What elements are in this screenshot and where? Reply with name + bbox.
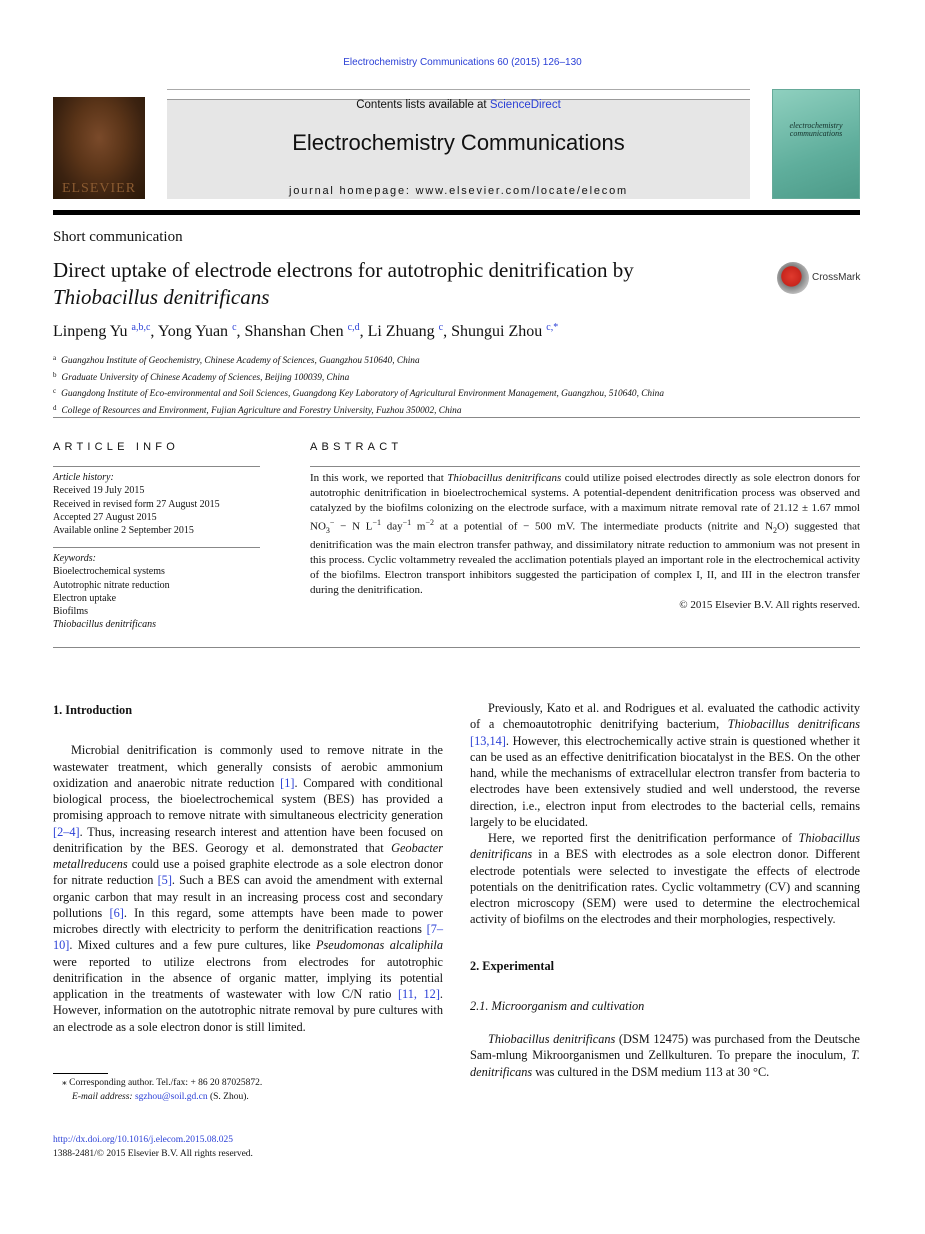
divider [53,466,260,467]
history-item: Accepted 27 August 2015 [53,511,157,523]
affiliation [53,385,664,402]
keyword: Biofilms [53,606,89,618]
abstract-heading: ABSTRACT [310,441,403,453]
section-heading [53,702,443,718]
italic-text: T. denitrificans [470,1048,860,1079]
article-info-heading: ARTICLE INFO [53,441,179,453]
separator: , [236,323,245,340]
affiliation-key: b [53,370,57,379]
paragraph [470,1031,860,1080]
text: . However, information on the autotrophic nitrate removal by pure cultures with an electrode as a sole electron donor is still limited. [53,987,443,1034]
separator: , [359,323,368,340]
article-type: Short communication [53,229,183,245]
italic-text: Thiobacillus denitrificans [447,472,562,484]
text: . In this regard, some attempts have been made to power microbes directly with electricity to perform the denitrification reactions [53,905,443,936]
superscript: −1 [372,517,381,527]
italic-text: Thiobacillus denitrificans [470,831,860,862]
doi-link[interactable]: http://dx.doi.org/10.1016/j.elecom.2015.08.025 [53,1135,234,1145]
author-name[interactable]: Shungui Zhou [451,323,547,340]
superscript: − [329,517,335,527]
text: O) suggested that denitrification was the main electron transfer pathway, and dissimilatory nitrate reduction to ammonium was not present in this process. Cyclic voltammetry revealed the acclimation potentials played an important role in the electrochemical activity of the biofilms. Electron transport inhibitors suggested the participation of complex I, II, and III in the electron transfer during the denitrification. [310,520,861,597]
elsevier-logo: ELSEVIER [53,97,145,199]
journal-reference-link[interactable]: Electrochemistry Communications 60 (2015) 126–130 [343,57,582,68]
author-affiliation-marker[interactable]: c [232,322,237,333]
superscript: −2 [425,517,434,527]
divider [53,647,860,648]
keyword: Bioelectrochemical systems [53,566,165,578]
text: Microbial denitrification is commonly used to remove nitrate in the wastewater treatment, which generally consists of aerobic ammonium oxidization and anaerobic nitrate reduction [53,743,443,790]
text: . Mixed cultures and a few pure cultures, like [69,938,316,953]
author-name[interactable]: Li Zhuang [367,323,439,340]
author-name[interactable]: Yong Yuan [157,323,233,340]
section-heading [470,958,860,974]
citation-link[interactable]: [6] [109,905,124,920]
article-title: Direct uptake of electrode electrons for autotrophic denitrification by Thiobacillus denitrificans [53,258,634,309]
subscript: 3 [325,525,330,535]
citation-link[interactable]: [11, 12] [397,987,440,1001]
journal-title: Electrochemistry Communications [292,130,625,155]
italic-text: Thiobacillus denitrificans [727,717,860,732]
text: (DSM 12475) was purchased from the Deutsche Sam-mlung Mikroorganismen und Zellkulturen. To prepare the inoculum, [470,1032,860,1063]
text: at a potential of − 500 mV. The intermediate products (nitrite and N [433,520,774,533]
affiliation-key: d [53,403,57,412]
sciencedirect-link[interactable]: ScienceDirect [489,99,561,111]
text: could use a poised graphite electrode as a sole electron donor for nitrate reduction [53,857,443,888]
citation-link[interactable]: [7–10] [53,922,443,953]
superscript: −1 [402,517,412,527]
text: were reported to utilize electrons from electrodes for autotrophic denitrification in the absence of organic matter, implying its potential application in the treatments of wastewater with low C/N ratio [53,954,443,1001]
affiliation-key: a [53,354,57,362]
author-affiliation-marker[interactable]: a,b,c [131,322,151,333]
footnote: ⁎ Corresponding author. Tel./fax: + 86 20 87025872. E-mail address: sgzhou@soil.gd.cn (S. Zhou). [62,1078,263,1102]
subsection-heading [470,998,860,1014]
text: . Thus, increasing research interest and attention have been focused on denitrification by the BES. Georogy et al. demonstrated that [53,824,443,855]
crossmark-icon [777,262,809,294]
author-affiliation-marker[interactable]: c [438,322,444,333]
text: In this work, we reported that [310,472,448,484]
affiliation [53,369,664,386]
history-item: Received 19 July 2015 [53,485,145,497]
email-link[interactable]: sgzhou@soil.gd.cn [134,1092,208,1102]
text: . Such a BES can avoid the amendment with external organic carbon that may result in an increasing process cost and secondary pollutions [53,873,443,920]
header-thick-rule [53,210,860,215]
text: day [381,520,403,533]
text: Previously, Kato et al. and Rodrigues et al. evaluated the cathodic activity of a chemoautotrophic denitrifying bacterium, [470,701,860,732]
affiliation [53,402,664,419]
right-column [470,700,860,1080]
separator: , [443,323,452,340]
header-divider [167,89,750,90]
text: could utilize poised electrodes directly as sole electron donors for autotrophic denitrification in bioelectrochemical systems. A potential-dependent denitrification process was observed and catalyzed by the biofilms colonizing on the electrode surface, with a maximum nitrate removal rate of 21.12 ± 1.67 mmol NO [310,472,860,533]
affiliation-text: College of Resources and Environment, Fujian Agriculture and Forestry University, Fuzhou 350002, China [61,405,462,416]
crossmark-button[interactable]: CrossMark [777,262,860,295]
history-item: Received in revised form 27 August 2015 [53,498,220,510]
author-name[interactable]: Linpeng Yu [53,323,132,340]
italic-text: Geobacter metallreducens [53,840,443,871]
separator: , [150,323,158,340]
citation-link[interactable]: [5] [157,873,172,888]
text: . Compared with conditional biological process, the bioelectrochemical system (BES) has provided a promising approach to remove nitrate with simultaneous electricity generation [53,775,443,823]
text: was cultured in the DSM medium 113 at 30 °C. [532,1064,770,1079]
affiliation [53,352,664,369]
citation-link[interactable]: [1] [280,775,295,790]
journal-cover-image: electrochemistry communications [772,89,860,199]
citation-link[interactable]: [13,14] [470,733,506,748]
keyword: Electron uptake [53,592,117,604]
text: in a BES with electrodes as a sole electron donor. Different electrode potentials were selected to investigate the effects of electrode potentials on the denitrification rates. Cyclic voltammetry (CV) and scanning electron microscopy (SEM) were used to determine the electrochemical activity of biofilms on the electrodes and their morphologies, respectively. [470,847,860,927]
author-affiliation-marker[interactable]: c,d [347,322,360,333]
affiliation-text: Guangzhou Institute of Geochemistry, Chinese Academy of Sciences, Guangzhou 510640, China [61,356,420,366]
author-name[interactable]: Shanshan Chen [244,323,348,340]
citation-link[interactable]: [2–4] [53,824,80,839]
affiliation-text: Graduate University of Chinese Academy of Sciences, Beijing 100039, China [61,372,350,383]
divider [53,547,260,548]
author-affiliation-marker[interactable]: c,* [546,322,559,333]
article-history: Article history: Received 19 July 2015 Received in revised form 27 August 2015 Accepted 27 August 2015 Available online 2 September 2015 [53,472,220,537]
divider [310,466,860,467]
subscript: 2 [773,525,778,535]
contents-line: Contents lists available at ScienceDirect [356,99,561,111]
paragraph [53,742,443,1035]
paragraph [470,830,860,928]
affiliation-key: c [53,387,57,395]
text: − N L [334,520,373,533]
affiliation-text: Guangdong Institute of Eco-environmental and Soil Sciences, Guangdong Key Laboratory of Agricultural Environment Management, Guangzhou, 510640, China [61,389,664,399]
text: m [411,520,426,533]
journal-homepage[interactable]: journal homepage: www.elsevier.com/locate/elecom [289,185,628,197]
text: 2. Experimental [470,958,555,973]
doi-block: http://dx.doi.org/10.1016/j.elecom.2015.08.025 1388-2481/© 2015 Elsevier B.V. All rights reserved. [53,1135,253,1159]
text: 1. Introduction [53,703,133,717]
history-item: Available online 2 September 2015 [53,525,194,537]
italic-text: Pseudomonas alcaliphila [316,938,443,953]
affiliations [53,352,664,418]
text: Here, we reported first the denitrification performance of [488,831,799,845]
keyword: Autotrophic nitrate reduction [53,579,170,591]
left-column [53,700,443,1035]
keyword: Thiobacillus denitrificans [53,619,157,631]
text: . However, this electrochemically active strain is questioned whether it can be used as an effective denitrification biocatalyst in the BES. On the other hand, while the mechanisms of extracellular electron transfer from bacteria to electrodes have been extensively studied and well understood, the reverse direction, i.e., electron input from electrodes to the bacterial cells, remains largely to be elucidated. [470,733,860,829]
author-list [53,322,558,341]
footnote-rule [53,1073,108,1074]
divider [53,417,860,418]
paragraph [470,700,860,830]
keywords: Keywords: Bioelectrochemical systems Autotrophic nitrate reduction Electron uptake Biofilms Thiobacillus denitrificans [53,553,170,631]
abstract-text: In this work, we reported that Thiobacillus denitrificans could utilize poised electrodes directly as sole electron donors for autotrophic denitrification in bioelectrochemical systems. A potential-dependent denitrification process was observed and catalyzed by the biofilms colonizing on the electrode surface, with a maximum nitrate removal rate of 21.12 ± 1.67 mmol $NO_3^- - N$ $L^{-1}$ day$^{-1}$ $m^{-2}$ at a potential of − 500 mV. The intermediate products (nitrite and $N_2O$) suggested that denitrification was the main electron transfer pathway, and dissimilatory nitrate reduction to ammonium was not present in this process. Cyclic voltammetry revealed the acclimation potentials played an important role in the electrochemical activity of the biofilms. Electron transport inhibitors suggested the participation of complex I, II, and III in the electron transfer during the denitrification. © 2015 Elsevier B.V. All rights reserved. [310,472,861,612]
italic-text: Thiobacillus denitrificans [488,1032,616,1046]
text: 2.1. Microorganism and cultivation [470,998,645,1013]
